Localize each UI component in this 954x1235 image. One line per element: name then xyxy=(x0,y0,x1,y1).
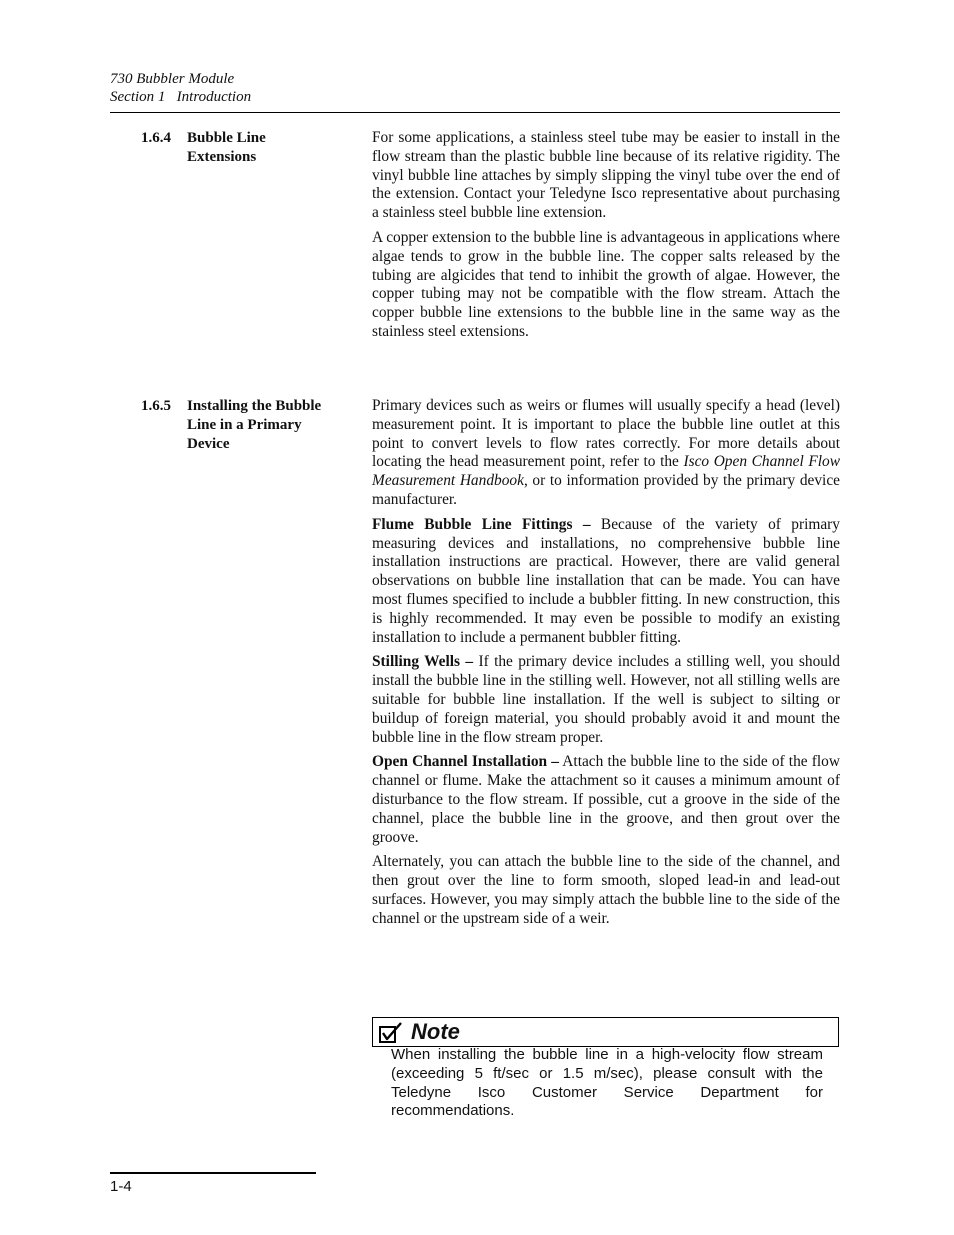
section-number: 1.6.4 xyxy=(141,130,171,146)
paragraph-open-channel: Open Channel Installation – Attach the bubble line to the side of the flow channel or flume. Make the attachment so it causes a minimum amount of disturbance to the flow stream. If possible, cut a groove in the side of the channel, place the bubble line in the groove, and then grout over the groove. xyxy=(372,753,840,846)
footer-divider xyxy=(110,1172,316,1174)
section-heading-1-6-4 xyxy=(141,129,361,167)
header-divider xyxy=(110,112,840,113)
header-document-title: 730 Bubbler Module xyxy=(110,71,235,87)
handbook-title: Isco Open Channel Flow Measurement Handbook xyxy=(372,453,840,490)
section-body-1-6-4 xyxy=(372,129,840,348)
checkbox-check-icon xyxy=(379,1022,403,1044)
section-title: Installing the Bubble Line in a Primary Device xyxy=(187,398,322,452)
paragraph: For some applications, a stainless steel tube may be easier to install in the flow stream than the plastic bubble line because of its relative rigidity. The vinyl bubble line attaches by simply slipping the vinyl tube over the end of the extension. Contact your Teledyne Isco representative about purchasing a stainless steel bubble line extension. xyxy=(372,129,840,222)
note-title: Note xyxy=(411,1019,460,1044)
run-in-heading: Open Channel Installation – xyxy=(372,753,559,771)
header-section-title: Section 1 Introduction xyxy=(110,89,252,105)
page-header xyxy=(110,70,840,106)
section-heading-1-6-5 xyxy=(141,397,361,454)
paragraph-flume-fittings: Flume Bubble Line Fittings – Because of the variety of primary measuring devices and installations, no comprehensive bubble line installation instructions are practical. However, there are valid general observations on bubble line installation that can be made. You can have most flumes specified to include a bubbler fitting. In new construction, this is highly recommended. It may even be possible to modify an existing installation to include a permanent bubbler fitting. xyxy=(372,515,840,646)
section-number: 1.6.5 xyxy=(141,398,171,414)
run-in-heading: Stilling Wells – xyxy=(372,653,474,671)
note-text: When installing the bubble line in a high-velocity flow stream (exceeding 5 ft/sec or 1.5 m/sec), please consult with the Teledyne Isco Customer Service Department for recommendations. xyxy=(391,1046,823,1120)
paragraph: A copper extension to the bubble line is advantageous in applications where algae tends to grow in the bubble line. The copper salts released by the tubing are algicides that tend to inhibit the growth of algae. However, the copper tubing may not be compatible with the flow stream. Attach the copper bubble line extensions to the bubble line in the same way as the stainless steel extensions. xyxy=(372,228,840,340)
note-box xyxy=(372,1017,839,1047)
section-body-1-6-5 xyxy=(372,397,840,935)
paragraph-intro: Primary devices such as weirs or flumes will usually specify a head (level) measurement point. It is important to place the bubble line outlet at this point to convert levels to flow rates correctly. For more details about locating the head measurement point, refer to the Isco Open Channel Flow Measurement Handbook, or to information provided by the primary device manufacturer. xyxy=(372,397,840,508)
section-title: Bubble Line Extensions xyxy=(187,130,266,165)
paragraph-alternate: Alternately, you can attach the bubble line to the side of the channel, and then grout over the line to form smooth, sloped lead-in and lead-out surfaces. However, you may simply attach the bubble line to the side of the channel or the upstream side of a weir. xyxy=(372,853,840,927)
run-in-heading: Flume Bubble Line Fittings – xyxy=(372,515,591,533)
paragraph-stilling-wells: Stilling Wells – If the primary device includes a stilling well, you should install the bubble line in the stilling well. However, not all stilling wells are suitable for bubble line installation. If the well is subject to silting or buildup of foreign material, you should probably avoid it and mount the bubble line in the flow stream proper. xyxy=(372,653,840,746)
page-number: 1-4 xyxy=(110,1178,132,1195)
